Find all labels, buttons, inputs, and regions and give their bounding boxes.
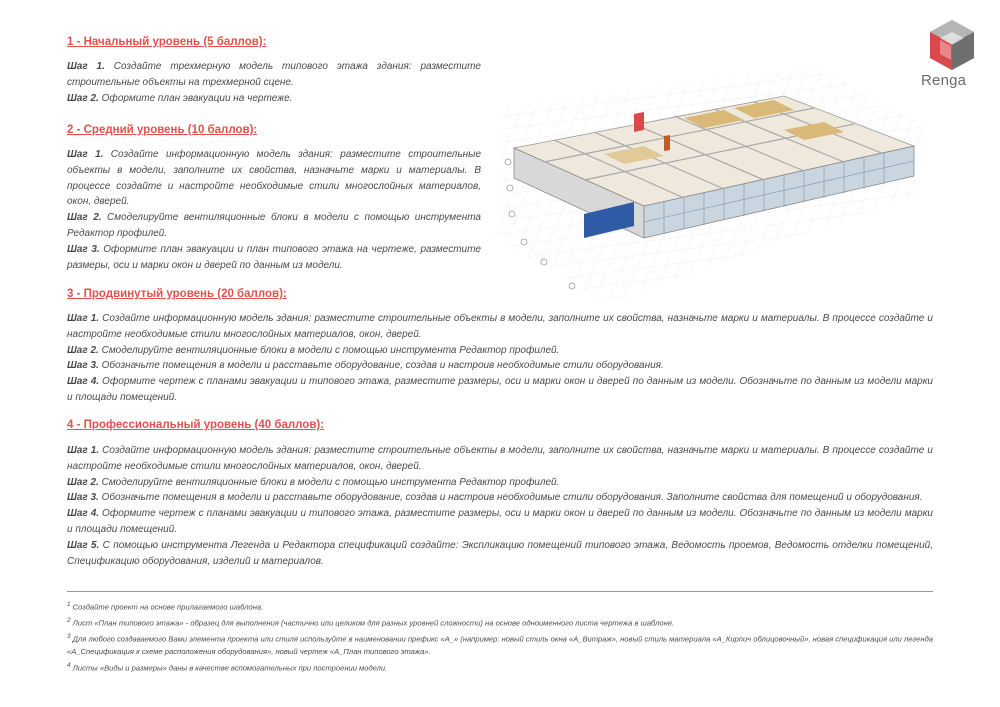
footnote-item: $^3$ Для любого создаваемого Вами элемента проекта или стиля используйте в наименовании префикс «А_» (например: новый стиль окна «А_Витраж», новый стиль материала «А_Кирпич облицовочный», новая спецификация или легенда «А_Спецификация к схеме расположения оборудования», новый чертеж «А_План типового этажа».	[67, 632, 933, 657]
step-item: Шаг 4. Оформите чертеж с планами эвакуации и типового этажа, разместите размеры, оси и марки окон и дверей по данным из модели. Обозначьте по данным из модели марки и площади помещений.	[67, 508, 933, 535]
section-1-heading: 1 - Начальный уровень (5 баллов):	[67, 36, 267, 48]
brand-name: Renga	[921, 72, 967, 89]
step-item: Шаг 1. Создайте информационную модель здания: разместите строительные объекты в модели, заполните их свойства, назначьте марки и материалы. В процессе создайте и настройте необходимые стили многослойных материалов, окон, дверей.	[67, 149, 482, 208]
section-2-heading: 2 - Средний уровень (10 баллов):	[67, 124, 258, 136]
section-4-heading: 4 - Профессиональный уровень (40 баллов):	[67, 419, 325, 431]
section-4-body	[67, 443, 933, 569]
step-item: Шаг 2. Смоделируйте вентиляционные блоки в модели с помощью инструмента Редактор профилей.	[67, 344, 560, 356]
step-item: Шаг 2. Смоделируйте вентиляционные блоки в модели с помощью инструмента Редактор профилей.	[67, 476, 560, 488]
section-1-body	[67, 59, 481, 106]
step-item: Шаг 1. Создайте информационную модель здания: разместите строительные объекты в модели, заполните их свойства, назначьте марки и материалы. В процессе создайте и настройте необходимые стили многослойных материалов, окон, дверей.	[67, 445, 933, 472]
footnotes	[67, 598, 933, 675]
section-3-body	[67, 311, 933, 406]
section-3-heading: 3 - Продвинутый уровень (20 баллов):	[67, 288, 287, 300]
step-item: Шаг 2. Оформите план эвакуации на чертеже.	[67, 92, 293, 104]
step-item: Шаг 4. Оформите чертеж с планами эвакуации и типового этажа, разместите размеры, оси и марки окон и дверей по данным из модели. Обозначьте по данным из модели марки и площади помещений.	[67, 376, 933, 403]
step-item: Шаг 3. Оформите план эвакуации и план типового этажа на чертеже, разместите размеры, оси и марки окон и дверей по данным из модели.	[67, 243, 481, 271]
step-item: Шаг 1. Создайте трехмерную модель типового этажа здания: разместите строительные объекты на трехмерной сцене.	[67, 61, 481, 88]
renga-logo-icon	[924, 18, 980, 74]
building-model-illustration	[484, 66, 932, 304]
footnote-item: $^1$ Создайте проект на основе прилагаемого шаблона.	[67, 601, 264, 612]
footnote-divider	[67, 591, 933, 592]
footnote-item: $^2$ Лист «План типового этажа» - образец для выполнения (частично или целиком для разных уровней сложности) на основе одноименного листа чертежа в шаблоне.	[67, 616, 675, 628]
step-item: Шаг 2. Смоделируйте вентиляционные блоки в модели с помощью инструмента Редактор профилей.	[67, 212, 481, 239]
section-2-body	[67, 147, 481, 273]
step-item: Шаг 3. Обозначьте помещения в модели и расставьте оборудование, создав и настроив необходимые стили оборудования.	[67, 360, 664, 372]
step-item: Шаг 1. Создайте информационную модель здания: разместите строительные объекты в модели, заполните их свойства, назначьте марки и материалы. В процессе создайте и настройте необходимые стили многослойных материалов, окон, дверей.	[67, 313, 933, 340]
step-item: Шаг 5. С помощью инструмента Легенда и Редактора спецификаций создайте: Экспликацию помещений типового этажа, Ведомость проемов, Ведомость отделки помещений, Спецификацию оборудования, изделий и материалов.	[67, 539, 933, 567]
footnote-item: $^4$ Листы «Виды и размеры» даны в качестве вспомогательных при построении модели.	[67, 661, 388, 673]
step-item: Шаг 3. Обозначьте помещения в модели и расставьте оборудование, создав и настроив необходимые стили оборудования. Заполните свойства для помещений и оборудования.	[67, 492, 923, 504]
